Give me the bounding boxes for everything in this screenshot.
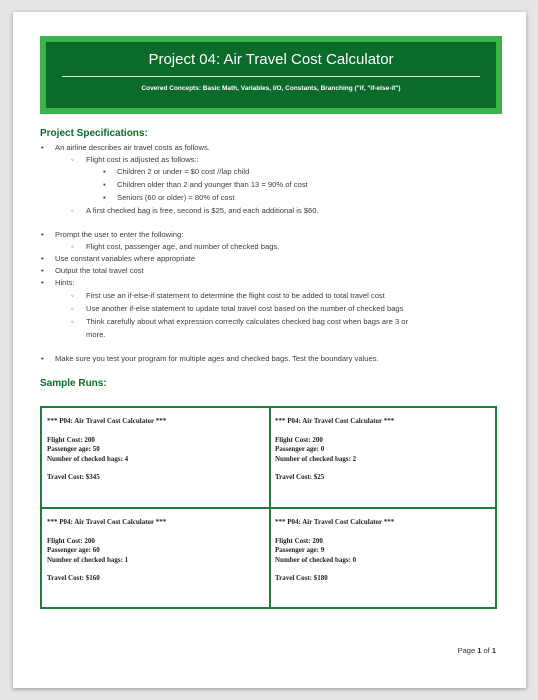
sample-run-4: [275, 518, 394, 584]
spec-line: Seniors (60 or older) = 80% of cost: [117, 193, 235, 202]
circle-bullet-icon: ◦: [71, 304, 74, 313]
document-page: [13, 12, 526, 688]
page-of-label: of: [481, 646, 492, 655]
run-passenger-age: Passenger age: 60: [47, 546, 100, 554]
square-bullet-icon: ▪: [103, 180, 106, 189]
specs-heading: Project Specifications:: [40, 128, 148, 139]
spec-line: Children 2 or under = $0 cost //lap child: [117, 167, 250, 176]
run-travel-cost: Travel Cost: $25: [275, 473, 325, 481]
spec-line: Flight cost, passenger age, and number of checked bags.: [86, 242, 280, 251]
circle-bullet-icon: ◦: [71, 155, 74, 164]
circle-bullet-icon: ◦: [71, 242, 74, 251]
run-checked-bags: Number of checked bags: 0: [275, 555, 357, 564]
run-checked-bags: Number of checked bags: 2: [275, 454, 357, 463]
run-header: *** P04: Air Travel Cost Calculator ***: [47, 518, 167, 526]
page-title: Project 04: Air Travel Cost Calculator: [148, 51, 394, 68]
run-flight-cost: Flight Cost: 200: [275, 536, 323, 545]
spec-line: Use constant variables where appropriate: [55, 254, 196, 263]
spec-line: Output the total travel cost: [55, 266, 144, 275]
spec-line: First use an if-else-if statement to determine the flight cost to be added to total travel cost: [86, 291, 385, 300]
run-travel-cost: Travel Cost: $180: [275, 574, 328, 582]
run-travel-cost: Travel Cost: $160: [47, 574, 100, 582]
title-banner: [40, 36, 502, 114]
table-divider-horizontal: [42, 507, 495, 509]
spec-line: more.: [86, 330, 106, 339]
bullet-icon: •: [41, 266, 44, 275]
page-total: 1: [491, 646, 496, 655]
spec-line: Prompt the user to enter the following:: [55, 230, 184, 239]
run-travel-cost: Travel Cost: $345: [47, 473, 100, 481]
spec-line: Children older than 2 and younger than 13 = 90% of cost: [117, 180, 308, 189]
spec-line: A first checked bag is free, second is $25, and each additional is $60.: [86, 206, 319, 215]
run-passenger-age: Passenger age: 0: [275, 445, 325, 453]
spec-line: Think carefully about what expression correctly calculates checked bag cost when bags are 3 or: [86, 317, 409, 326]
covered-concepts: Covered Concepts: Basic Math, Variables, I/O, Constants, Branching ("if, "if-else-if"): [141, 85, 401, 92]
spec-line: An airline describes air travel costs as follows.: [55, 143, 210, 152]
bullet-icon: •: [41, 143, 44, 152]
bullet-icon: •: [41, 278, 44, 287]
run-flight-cost: Flight Cost: 200: [47, 536, 95, 545]
circle-bullet-icon: ◦: [71, 291, 74, 300]
spec-line: Flight cost is adjusted as follows::: [86, 155, 199, 164]
run-checked-bags: Number of checked bags: 4: [47, 454, 129, 463]
page-current: 1: [477, 646, 482, 655]
square-bullet-icon: ▪: [103, 193, 106, 202]
run-header: *** P04: Air Travel Cost Calculator ***: [275, 417, 395, 425]
bullet-icon: •: [41, 254, 44, 263]
sample-runs-table: [40, 406, 497, 609]
run-flight-cost: Flight Cost: 200: [47, 435, 95, 444]
page-number: [458, 646, 496, 655]
bullet-icon: •: [41, 354, 44, 363]
spec-line: Use another if-else statement to update total travel cost based on the number of checked bags: [86, 304, 404, 313]
square-bullet-icon: ▪: [103, 167, 106, 176]
run-passenger-age: Passenger age: 9: [275, 546, 325, 554]
circle-bullet-icon: ◦: [71, 317, 74, 326]
page-label: Page: [457, 646, 478, 655]
sample-runs-heading: Sample Runs:: [40, 378, 107, 389]
sample-run-1: [47, 417, 166, 483]
bullet-icon: •: [41, 230, 44, 239]
run-header: *** P04: Air Travel Cost Calculator ***: [275, 518, 395, 526]
spec-line: Make sure you test your program for multiple ages and checked bags. Test the boundary values.: [55, 354, 379, 363]
sample-run-2: [275, 417, 394, 483]
banner-divider: [62, 76, 480, 77]
sample-run-3: [47, 518, 166, 584]
title-banner-inner: [46, 42, 496, 108]
spec-line: Hints:: [55, 278, 75, 287]
circle-bullet-icon: ◦: [71, 206, 74, 215]
run-passenger-age: Passenger age: 50: [47, 445, 100, 453]
run-checked-bags: Number of checked bags: 1: [47, 555, 129, 564]
run-flight-cost: Flight Cost: 200: [275, 435, 323, 444]
run-header: *** P04: Air Travel Cost Calculator ***: [47, 417, 167, 425]
